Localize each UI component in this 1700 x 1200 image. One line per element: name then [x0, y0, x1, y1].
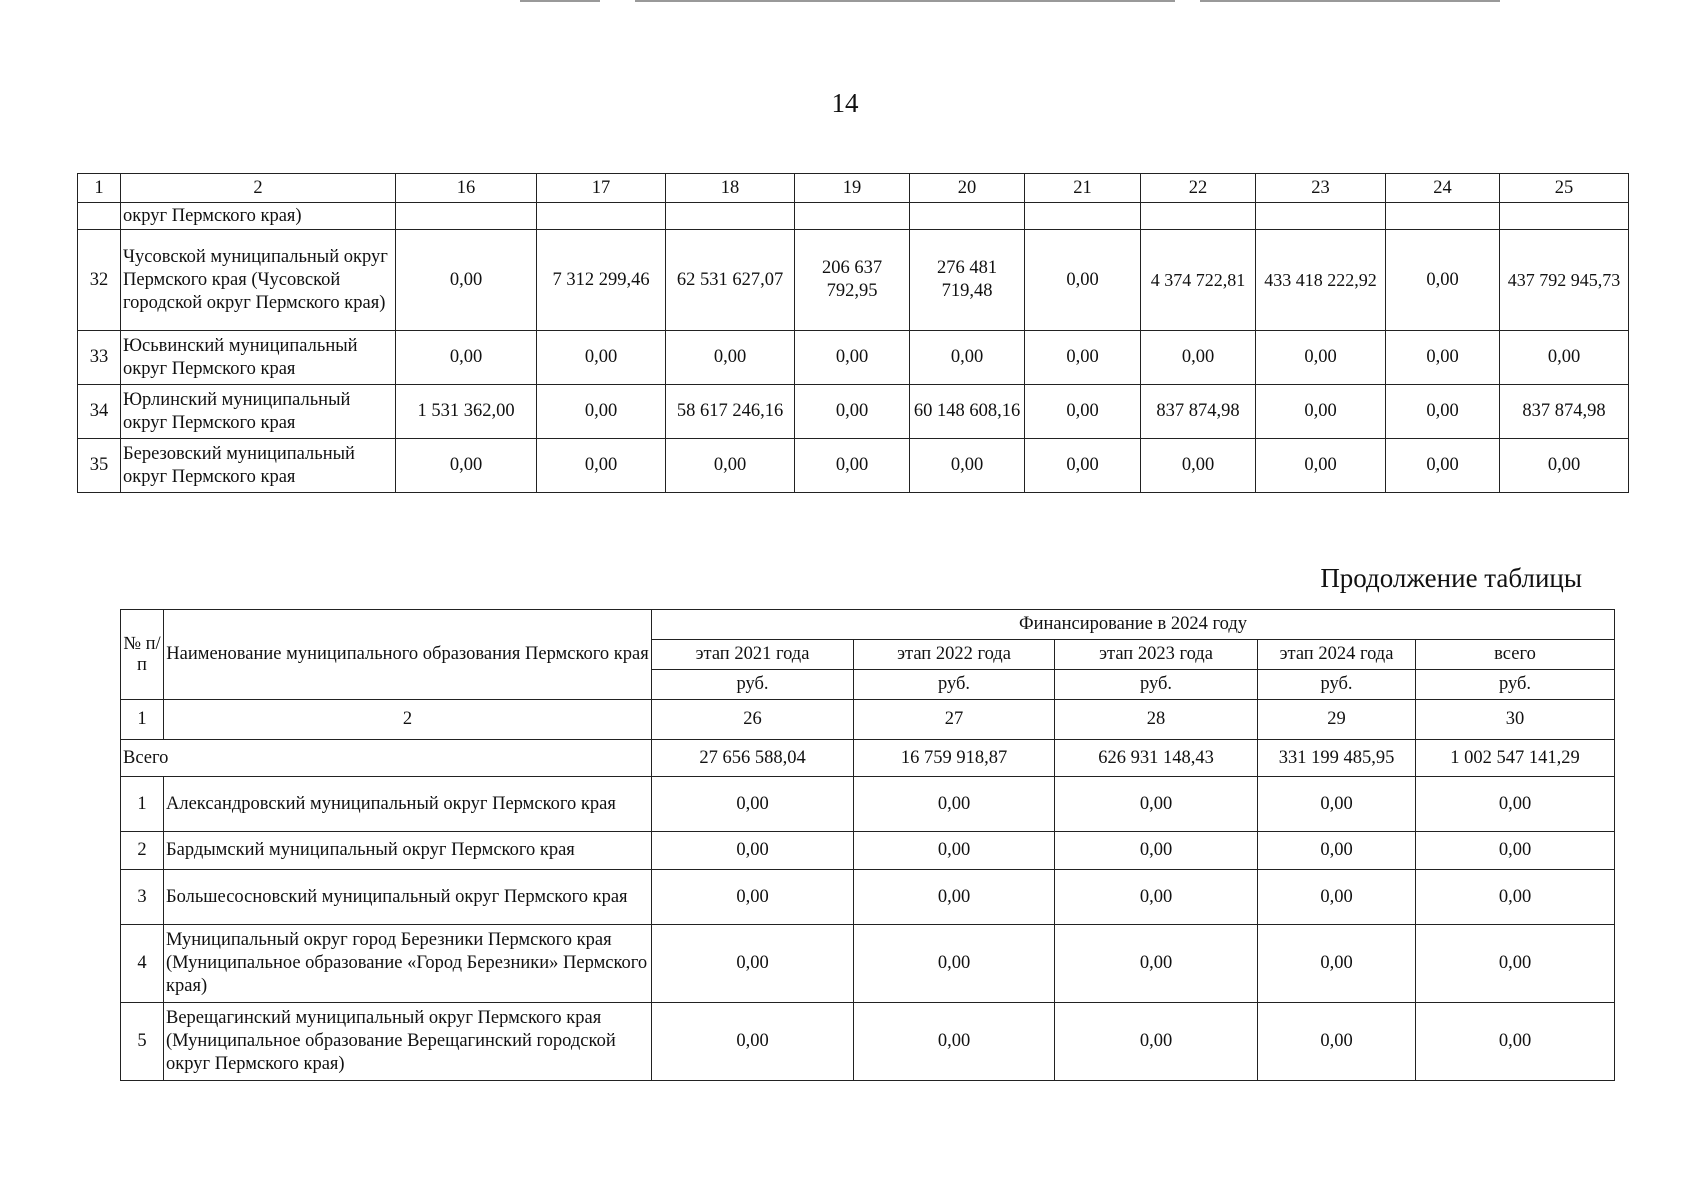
row-number: 3 [121, 870, 164, 925]
value-cell: 0,00 [1025, 385, 1141, 439]
table-row [78, 385, 1629, 439]
row-number: 4 [121, 925, 164, 1003]
value-cell: 0,00 [1055, 870, 1258, 925]
column-group-header: Финансирование в 2024 году [652, 610, 1615, 640]
total-value: 27 656 588,04 [652, 740, 854, 777]
scan-edge-line [635, 0, 1175, 2]
scan-edge-line [1200, 0, 1500, 2]
column-header-stage: этап 2022 года [854, 640, 1055, 670]
table-header-row [121, 610, 1615, 640]
value-cell: 0,00 [1025, 230, 1141, 331]
value-cell: 0,00 [1386, 385, 1500, 439]
municipality-name: Муниципальный округ город Березники Пермского края (Муниципальное образование «Город Березники» Пермского края) [164, 925, 652, 1003]
value-cell: 0,00 [396, 331, 537, 385]
row-number: 5 [121, 1003, 164, 1081]
column-number: 28 [1055, 700, 1258, 740]
value-cell: 0,00 [910, 331, 1025, 385]
value-cell: 4 374 722,81 [1141, 230, 1256, 331]
table-row [121, 925, 1615, 1003]
value-cell: 0,00 [396, 230, 537, 331]
municipality-name: Александровский муниципальный округ Пермского края [164, 777, 652, 832]
value-cell: 0,00 [1141, 439, 1256, 493]
value-cell: 0,00 [1055, 925, 1258, 1003]
value-cell: 0,00 [537, 385, 666, 439]
table-row [78, 230, 1629, 331]
value-cell [537, 203, 666, 230]
table1-body [78, 174, 1629, 493]
financing-2024-table [120, 609, 1615, 1081]
value-cell: 0,00 [1258, 777, 1416, 832]
value-cell [1256, 203, 1386, 230]
row-number [78, 203, 121, 230]
value-cell: 58 617 246,16 [666, 385, 795, 439]
value-cell: 0,00 [1258, 925, 1416, 1003]
column-number: 16 [396, 174, 537, 203]
table2-body [121, 610, 1615, 1081]
table-row [78, 439, 1629, 493]
row-number: 34 [78, 385, 121, 439]
value-cell [1025, 203, 1141, 230]
value-cell: 0,00 [1055, 777, 1258, 832]
value-cell: 0,00 [1500, 331, 1629, 385]
municipality-name: Бардымский муниципальный округ Пермского края [164, 832, 652, 870]
row-number: 35 [78, 439, 121, 493]
municipality-name: округ Пермского края) [121, 203, 396, 230]
column-number: 1 [121, 700, 164, 740]
value-cell [396, 203, 537, 230]
column-number: 26 [652, 700, 854, 740]
value-cell: 0,00 [795, 439, 910, 493]
value-cell: 0,00 [1416, 777, 1615, 832]
value-cell: 0,00 [854, 832, 1055, 870]
column-number: 18 [666, 174, 795, 203]
value-cell: 0,00 [1256, 439, 1386, 493]
value-cell: 0,00 [795, 385, 910, 439]
row-number: 2 [121, 832, 164, 870]
column-number: 17 [537, 174, 666, 203]
value-cell: 206 637 792,95 [795, 230, 910, 331]
value-cell [1141, 203, 1256, 230]
column-header-stage: этап 2021 года [652, 640, 854, 670]
value-cell: 0,00 [1025, 439, 1141, 493]
total-value: 16 759 918,87 [854, 740, 1055, 777]
value-cell: 0,00 [854, 925, 1055, 1003]
column-header-stage: этап 2023 года [1055, 640, 1258, 670]
column-number: 2 [164, 700, 652, 740]
value-cell: 0,00 [1416, 1003, 1615, 1081]
value-cell: 0,00 [1416, 925, 1615, 1003]
value-cell [795, 203, 910, 230]
table-continuation-label: Продолжение таблицы [1320, 563, 1582, 593]
value-cell: 0,00 [1500, 439, 1629, 493]
page-number: 14 [831, 88, 859, 118]
value-cell: 0,00 [1256, 331, 1386, 385]
column-header-stage: этап 2024 года [1258, 640, 1416, 670]
value-cell: 0,00 [1141, 331, 1256, 385]
row-number: 33 [78, 331, 121, 385]
column-number: 24 [1386, 174, 1500, 203]
municipality-name: Юсьвинский муниципальный округ Пермского края [121, 331, 396, 385]
municipality-name: Верещагинский муниципальный округ Пермского края (Муниципальное образование Верещагинский городской округ Пермского края) [164, 1003, 652, 1081]
value-cell: 0,00 [1386, 230, 1500, 331]
row-number: 1 [121, 777, 164, 832]
table-total-row [121, 740, 1615, 777]
column-number: 23 [1256, 174, 1386, 203]
value-cell: 0,00 [1386, 331, 1500, 385]
column-number: 1 [78, 174, 121, 203]
value-cell: 0,00 [1258, 1003, 1416, 1081]
unit-label: руб. [1258, 670, 1416, 700]
column-number: 30 [1416, 700, 1615, 740]
table-row [121, 832, 1615, 870]
value-cell: 0,00 [1416, 870, 1615, 925]
value-cell: 7 312 299,46 [537, 230, 666, 331]
value-cell: 0,00 [1256, 385, 1386, 439]
value-cell: 0,00 [910, 439, 1025, 493]
value-cell: 0,00 [1258, 832, 1416, 870]
value-cell [1500, 203, 1629, 230]
table-column-number-row [121, 700, 1615, 740]
municipality-name: Большесосновский муниципальный округ Пермского края [164, 870, 652, 925]
column-number: 19 [795, 174, 910, 203]
value-cell: 1 531 362,00 [396, 385, 537, 439]
table-row [121, 777, 1615, 832]
value-cell: 0,00 [652, 777, 854, 832]
value-cell: 0,00 [666, 331, 795, 385]
unit-label: руб. [854, 670, 1055, 700]
value-cell: 0,00 [1025, 331, 1141, 385]
total-value: 1 002 547 141,29 [1416, 740, 1615, 777]
allocation-table-continued [77, 173, 1629, 493]
unit-label: руб. [1055, 670, 1258, 700]
table-row [121, 1003, 1615, 1081]
value-cell: 837 874,98 [1500, 385, 1629, 439]
value-cell: 0,00 [1258, 870, 1416, 925]
column-number: 21 [1025, 174, 1141, 203]
value-cell [1386, 203, 1500, 230]
column-header-total: всего [1416, 640, 1615, 670]
table-row [78, 331, 1629, 385]
value-cell: 0,00 [396, 439, 537, 493]
total-label: Всего [121, 740, 652, 777]
value-cell: 0,00 [795, 331, 910, 385]
value-cell: 0,00 [854, 1003, 1055, 1081]
value-cell: 0,00 [666, 439, 795, 493]
value-cell: 837 874,98 [1141, 385, 1256, 439]
unit-label: руб. [652, 670, 854, 700]
value-cell: 0,00 [1055, 1003, 1258, 1081]
value-cell: 0,00 [1416, 832, 1615, 870]
value-cell: 0,00 [854, 870, 1055, 925]
value-cell: 437 792 945,73 [1500, 230, 1629, 331]
table-row [78, 203, 1629, 230]
municipality-name: Березовский муниципальный округ Пермского края [121, 439, 396, 493]
table-column-number-row [78, 174, 1629, 203]
table-row [121, 870, 1615, 925]
row-number: 32 [78, 230, 121, 331]
column-number: 2 [121, 174, 396, 203]
scan-edge-line [520, 0, 600, 2]
value-cell: 0,00 [537, 439, 666, 493]
column-header-name: Наименование муниципального образования Пермского края [164, 610, 652, 700]
value-cell: 0,00 [537, 331, 666, 385]
value-cell: 0,00 [652, 925, 854, 1003]
value-cell: 433 418 222,92 [1256, 230, 1386, 331]
value-cell: 0,00 [1386, 439, 1500, 493]
total-value: 626 931 148,43 [1055, 740, 1258, 777]
value-cell: 0,00 [652, 832, 854, 870]
value-cell: 0,00 [652, 870, 854, 925]
unit-label: руб. [1416, 670, 1615, 700]
municipality-name: Чусовской муниципальный округ Пермского края (Чусовской городской округ Пермского края) [121, 230, 396, 331]
total-value: 331 199 485,95 [1258, 740, 1416, 777]
value-cell: 0,00 [652, 1003, 854, 1081]
value-cell: 276 481 719,48 [910, 230, 1025, 331]
value-cell [666, 203, 795, 230]
column-header-number: № п/п [121, 610, 164, 700]
value-cell: 0,00 [1055, 832, 1258, 870]
value-cell: 60 148 608,16 [910, 385, 1025, 439]
column-number: 25 [1500, 174, 1629, 203]
value-cell: 0,00 [854, 777, 1055, 832]
column-number: 29 [1258, 700, 1416, 740]
municipality-name: Юрлинский муниципальный округ Пермского края [121, 385, 396, 439]
column-number: 20 [910, 174, 1025, 203]
column-number: 27 [854, 700, 1055, 740]
value-cell [910, 203, 1025, 230]
column-number: 22 [1141, 174, 1256, 203]
value-cell: 62 531 627,07 [666, 230, 795, 331]
